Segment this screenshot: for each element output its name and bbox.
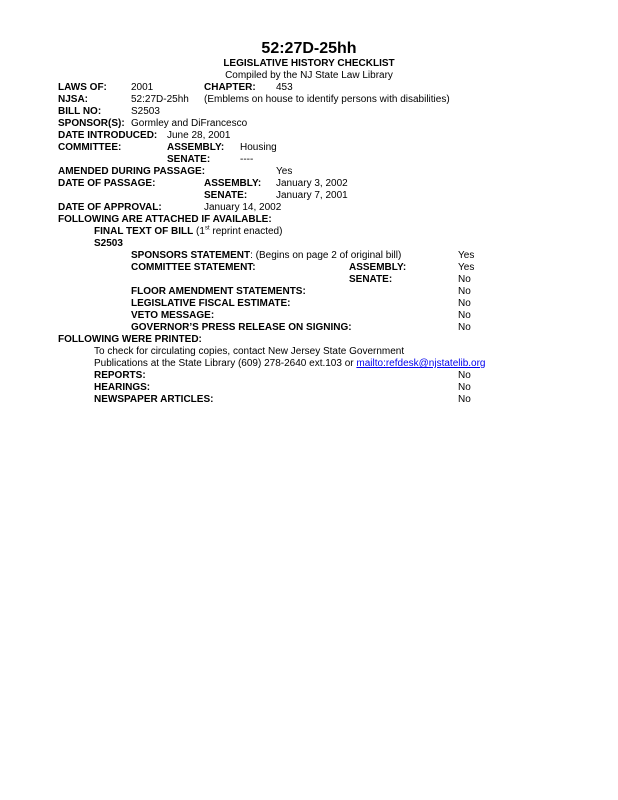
committee-assembly-value: Housing: [240, 142, 277, 153]
amended-value: Yes: [276, 166, 293, 177]
attached-bill-number: S2503: [94, 238, 123, 249]
passage-assembly-value: January 3, 2002: [276, 178, 348, 189]
governor-press-release-value: No: [458, 322, 471, 333]
printed-contact-line1: To check for circulating copies, contact New Jersey State Government: [94, 346, 405, 357]
committee-label: COMMITTEE:: [58, 142, 122, 153]
fiscal-estimate-label: LEGISLATIVE FISCAL ESTIMATE:: [131, 298, 291, 309]
amended-label: AMENDED DURING PASSAGE:: [58, 166, 206, 177]
date-introduced-value: June 28, 2001: [167, 130, 231, 141]
chapter-label: CHAPTER:: [204, 82, 256, 93]
sponsors-statement-label: SPONSORS STATEMENT: [131, 250, 251, 261]
veto-message-label: VETO MESSAGE:: [131, 310, 215, 321]
njsa-label: NJSA:: [58, 94, 89, 105]
passage-senate-value: January 7, 2001: [276, 190, 348, 201]
committee-statement-assembly-value: Yes: [458, 262, 475, 273]
bill-no-value: S2503: [131, 106, 160, 117]
date-of-approval-label: DATE OF APPROVAL:: [58, 202, 162, 213]
compiled-by: Compiled by the NJ State Law Library: [225, 70, 393, 81]
printed-heading: FOLLOWING WERE PRINTED:: [58, 334, 202, 345]
chapter-value: 453: [276, 82, 293, 93]
floor-amendment-value: No: [458, 286, 471, 297]
bill-no-label: BILL NO:: [58, 106, 102, 117]
sponsors-statement-value: Yes: [458, 250, 475, 261]
final-text-paren: (1: [196, 226, 205, 237]
committee-statement-label: COMMITTEE STATEMENT:: [131, 262, 256, 273]
committee-senate-label: SENATE:: [167, 154, 211, 165]
final-text-of-bill: [94, 226, 282, 238]
checklist-subtitle: LEGISLATIVE HISTORY CHECKLIST: [223, 58, 395, 69]
passage-senate-label: SENATE:: [204, 190, 248, 201]
final-text-rest: reprint enacted): [209, 226, 283, 237]
reports-value: No: [458, 370, 471, 381]
hearings-value: No: [458, 382, 471, 393]
njsa-description: (Emblems on house to identify persons with disabilities): [204, 94, 450, 105]
laws-of-value: 2001: [131, 82, 154, 93]
newspaper-articles-label: NEWSPAPER ARTICLES:: [94, 394, 214, 405]
printed-contact-text: Publications at the State Library (609) 278-2640 ext.103 or: [94, 358, 357, 369]
date-introduced-label: DATE INTRODUCED:: [58, 130, 158, 141]
hearings-label: HEARINGS:: [94, 382, 151, 393]
committee-statement-assembly-label: ASSEMBLY:: [349, 262, 407, 273]
passage-assembly-label: ASSEMBLY:: [204, 178, 262, 189]
newspaper-articles-value: No: [458, 394, 471, 405]
final-text-sup: st: [204, 225, 210, 232]
fiscal-estimate-value: No: [458, 298, 471, 309]
final-text-label: FINAL TEXT OF BILL: [94, 226, 194, 237]
printed-contact-line2: [94, 358, 486, 370]
veto-message-value: No: [458, 310, 471, 321]
floor-amendment-label: FLOOR AMENDMENT STATEMENTS:: [131, 286, 306, 297]
njsa-value: 52:27D-25hh: [131, 94, 189, 105]
date-of-approval-value: January 14, 2002: [204, 202, 282, 213]
sponsors-statement-note: : (Begins on page 2 of original bill): [250, 250, 402, 261]
sponsors-label: SPONSOR(S):: [58, 118, 125, 129]
committee-statement-senate-value: No: [458, 274, 471, 285]
committee-senate-value: ----: [240, 154, 254, 165]
attached-heading: FOLLOWING ARE ATTACHED IF AVAILABLE:: [58, 214, 272, 225]
refdesk-email-link[interactable]: mailto:refdesk@njstatelib.org: [356, 358, 486, 369]
committee-assembly-label: ASSEMBLY:: [167, 142, 225, 153]
committee-statement-senate-label: SENATE:: [349, 274, 393, 285]
laws-of-label: LAWS OF:: [58, 82, 107, 93]
date-of-passage-label: DATE OF PASSAGE:: [58, 178, 156, 189]
page-title: 52:27D-25hh: [261, 40, 357, 57]
governor-press-release-label: GOVERNOR’S PRESS RELEASE ON SIGNING:: [131, 322, 352, 333]
sponsors-value: Gormley and DiFrancesco: [131, 118, 248, 129]
sponsors-statement: [131, 250, 401, 262]
reports-label: REPORTS:: [94, 370, 146, 381]
